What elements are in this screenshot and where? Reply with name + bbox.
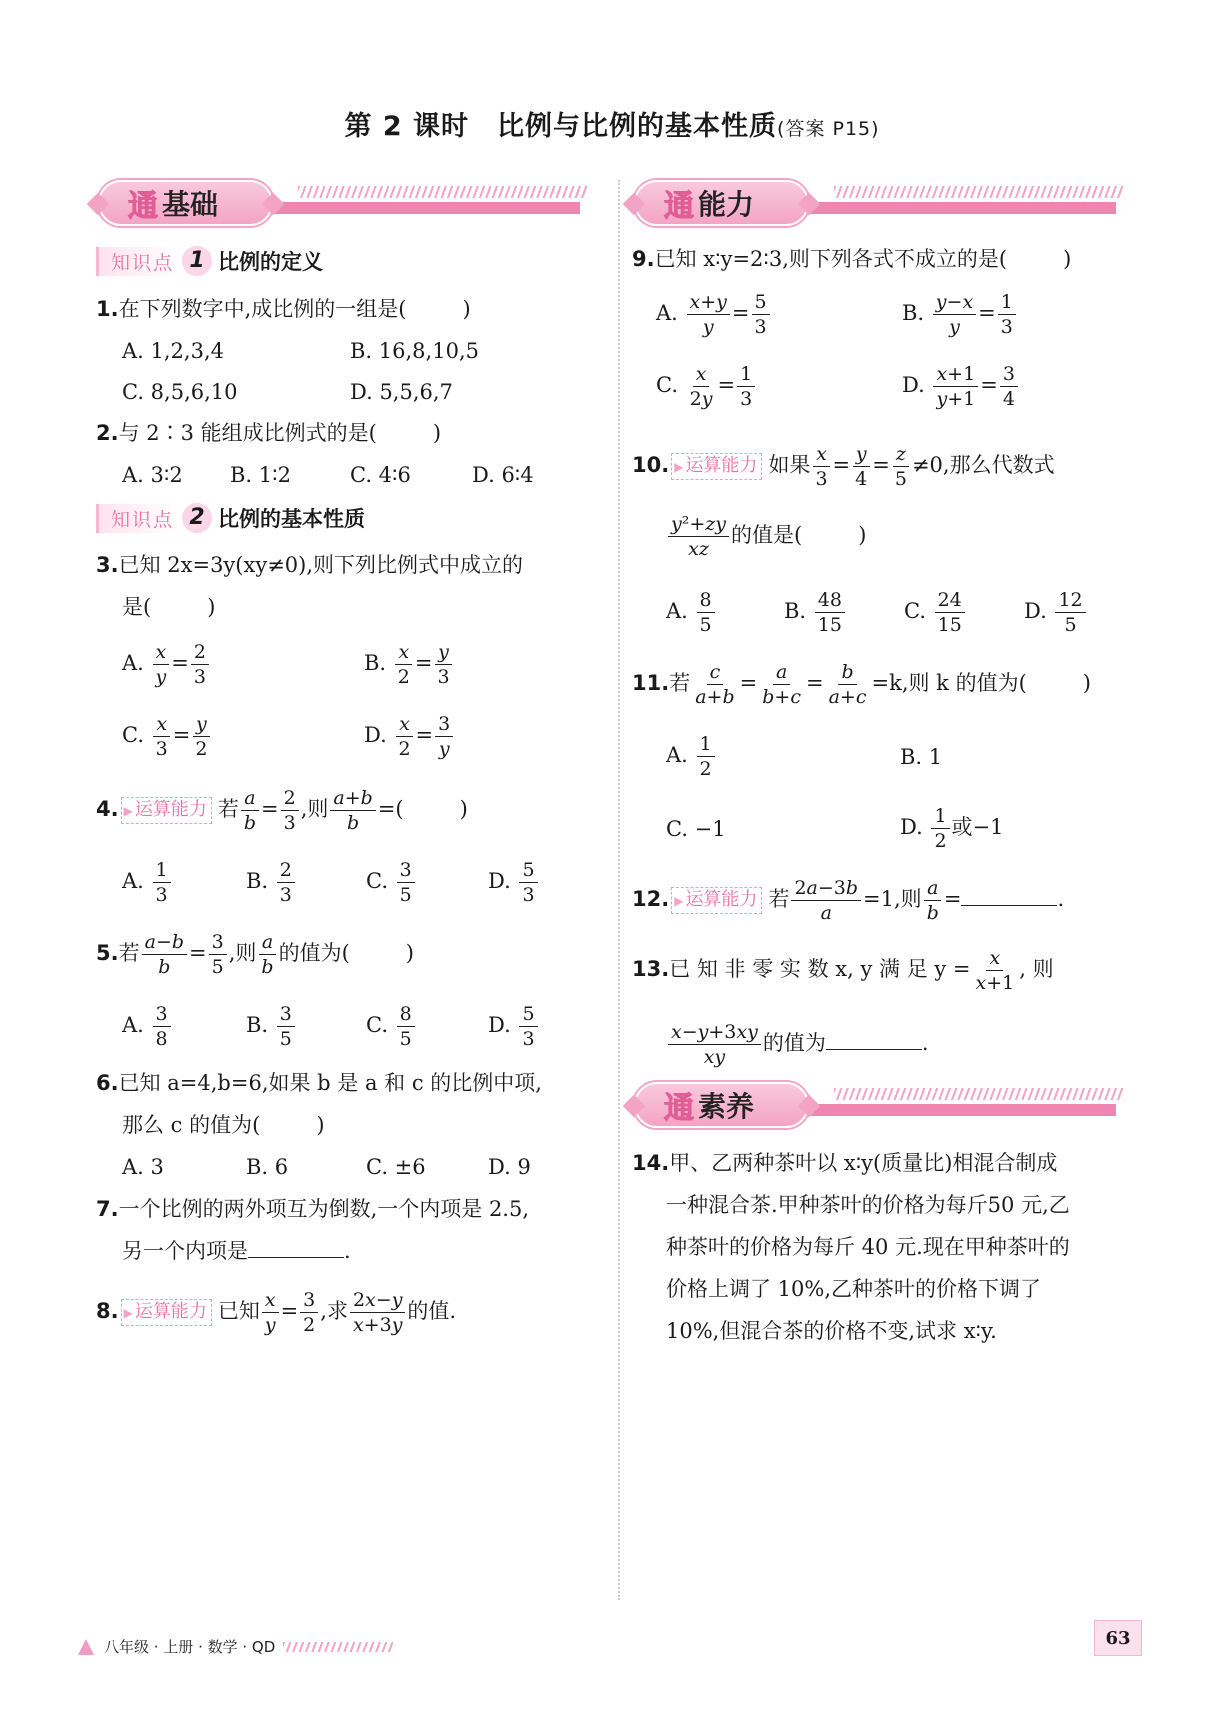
question-13: 13.已 知 非 零 实 数 x, y 满 足 y = $\frac{x}{x+1}$ , 则 — [632, 947, 1054, 994]
q3-option-c: C. $\frac{x}{3}$ = $\frac{y}{2}$ — [122, 712, 212, 761]
q10-option-b: B. $\frac{48}{15}$ — [784, 588, 847, 637]
section-banner-basic: 通 基础 — [98, 180, 580, 226]
question-14: 14.甲、乙两种茶叶以 x∶y(质量比)相混合制成 — [632, 1151, 1058, 1175]
question-6-line-2: 那么 c 的值为( ) — [122, 1113, 325, 1137]
q1-option-a: A. 1,2,3,4 — [122, 339, 224, 363]
q2-option-a: A. 3∶2 — [122, 463, 183, 487]
skill-badge: ▶ 运算能力 — [121, 1299, 212, 1326]
answer-reference: (答案 P15) — [777, 118, 880, 140]
question-13-line-2: $\frac{x-y+3xy}{xy}$ 的值为 . — [666, 1020, 929, 1069]
question-7: 7.一个比例的两外项互为倒数,一个内项是 2.5, — [96, 1197, 530, 1221]
question-3: 3.已知 2x=3y(xy≠0),则下列比例式中成立的 — [96, 553, 524, 577]
question-7-line-2: 另一个内项是 . — [122, 1236, 351, 1266]
q3-option-b: B. $\frac{x}{2}$ = $\frac{y}{3}$ — [364, 640, 455, 689]
q2-option-c: C. 4∶6 — [350, 463, 411, 487]
knowledge-point-2: 知识点 2 比例的基本性质 — [96, 502, 365, 534]
q11-option-d: D. $\frac{1}{2}$ 或−1 — [900, 805, 1004, 852]
q11-option-b: B. 1 — [900, 745, 943, 769]
q2-option-b: B. 1∶2 — [230, 463, 291, 487]
question-8: 8.▶ 运算能力 已知 $\frac{x}{y}$ = $\frac{3}{2}$ ,求 $\frac{2x-y}{x+3y}$ 的值. — [96, 1288, 456, 1337]
answer-blank — [248, 1236, 344, 1258]
question-14-line-2: 一种混合茶.甲种茶叶的价格为每斤50 元,乙 — [666, 1193, 1070, 1217]
question-14-line-5: 10%,但混合茶的价格不变,试求 x∶y. — [666, 1319, 997, 1343]
q11-option-c: C. −1 — [666, 817, 726, 841]
section-banner-ability: 通 能力 — [634, 180, 1116, 226]
question-2: 2.与 2∶3 能组成比例式的是( ) — [96, 421, 442, 445]
skill-badge: ▶ 运算能力 — [121, 797, 212, 824]
column-divider — [618, 180, 620, 1600]
q2-option-d: D. 6∶4 — [472, 463, 534, 487]
q4-option-d: D. $\frac{5}{3}$ — [488, 858, 540, 907]
q10-option-a: A. $\frac{8}{5}$ — [666, 588, 717, 637]
q4-option-c: C. $\frac{3}{5}$ — [366, 858, 417, 907]
question-10: 10.▶ 运算能力 如果 $\frac{x}{3}$ = $\frac{y}{4}$ = $\frac{z}{5}$ ≠0,那么代数式 — [632, 442, 1055, 491]
answer-blank — [961, 884, 1057, 906]
question-12: 12.▶ 运算能力 若 $\frac{2a-3b}{a}$ =1,则 $\frac{a}{b}$ = . — [632, 876, 1064, 925]
question-11: 11.若 $\frac{c}{a+b}$ = $\frac{a}{b+c}$ = $\frac{b}{a+c}$ =k,则 k 的值为( ) — [632, 661, 1091, 708]
question-14-line-4: 价格上调了 10%,乙种茶叶的价格下调了 — [666, 1277, 1042, 1301]
q1-option-d: D. 5,5,6,7 — [350, 380, 453, 404]
q9-option-a: A. $\frac{x+y}{y}$ = $\frac{5}{3}$ — [656, 290, 772, 339]
q5-option-b: B. $\frac{3}{5}$ — [246, 1002, 297, 1051]
knowledge-point-1: 知识点 1 比例的定义 — [96, 245, 323, 277]
q10-option-d: D. $\frac{12}{5}$ — [1024, 588, 1088, 637]
q1-option-c: C. 8,5,6,10 — [122, 380, 238, 404]
triangle-icon — [78, 1639, 94, 1655]
q5-option-c: C. $\frac{8}{5}$ — [366, 1002, 417, 1051]
q6-option-a: A. 3 — [122, 1155, 164, 1179]
q9-option-b: B. $\frac{y-x}{y}$ = $\frac{1}{3}$ — [902, 290, 1018, 339]
q5-option-d: D. $\frac{5}{3}$ — [488, 1002, 540, 1051]
page-number: 63 — [1094, 1620, 1142, 1656]
section-banner-literacy: 通 素养 — [634, 1082, 1116, 1128]
question-4: 4.▶ 运算能力 若 $\frac{a}{b}$ = $\frac{2}{3}$ ,则 $\frac{a+b}{b}$ =( ) — [96, 786, 468, 835]
q6-option-c: C. ±6 — [366, 1155, 426, 1179]
question-10-line-2: $\frac{\text{y²+zy}}{xz}$ 的值是( ) — [666, 512, 866, 561]
question-5: 5.若 $\frac{a-b}{b}$ = $\frac{3}{5}$ ,则 $\frac{a}{b}$ 的值为( ) — [96, 931, 414, 978]
question-6: 6.已知 a=4,b=6,如果 b 是 a 和 c 的比例中项, — [96, 1071, 542, 1095]
q10-option-c: C. $\frac{24}{15}$ — [904, 588, 967, 637]
question-3-line-2: 是( ) — [122, 595, 216, 619]
q9-option-c: C. $\frac{x}{2y}$ = $\frac{1}{3}$ — [656, 362, 757, 411]
skill-badge: ▶ 运算能力 — [671, 887, 762, 914]
answer-blank — [826, 1028, 922, 1050]
question-9: 9.已知 x∶y=2∶3,则下列各式不成立的是( ) — [632, 247, 1072, 271]
page-title: 第 2 课时 比例与比例的基本性质(答案 P15) — [344, 111, 880, 142]
q6-option-d: D. 9 — [488, 1155, 531, 1179]
q5-option-a: A. $\frac{3}{8}$ — [122, 1002, 173, 1051]
skill-badge: ▶ 运算能力 — [671, 453, 762, 480]
q6-option-b: B. 6 — [246, 1155, 289, 1179]
footer-book-info: 八年级 · 上册 · 数学 · QD — [78, 1636, 393, 1657]
question-1: 1.在下列数字中,成比例的一组是( ) — [96, 297, 471, 321]
q4-option-a: A. $\frac{1}{3}$ — [122, 858, 173, 907]
question-14-line-3: 种茶叶的价格为每斤 40 元.现在甲种茶叶的 — [666, 1235, 1070, 1259]
q3-option-a: A. $\frac{x}{y}$ = $\frac{2}{3}$ — [122, 640, 211, 689]
q1-option-b: B. 16,8,10,5 — [350, 339, 479, 363]
q4-option-b: B. $\frac{2}{3}$ — [246, 858, 297, 907]
q3-option-d: D. $\frac{x}{2}$ = $\frac{3}{y}$ — [364, 712, 455, 761]
q11-option-a: A. $\frac{1}{2}$ — [666, 732, 717, 781]
q9-option-d: D. $\frac{x+1}{y+1}$ = $\frac{3}{4}$ — [902, 362, 1020, 411]
